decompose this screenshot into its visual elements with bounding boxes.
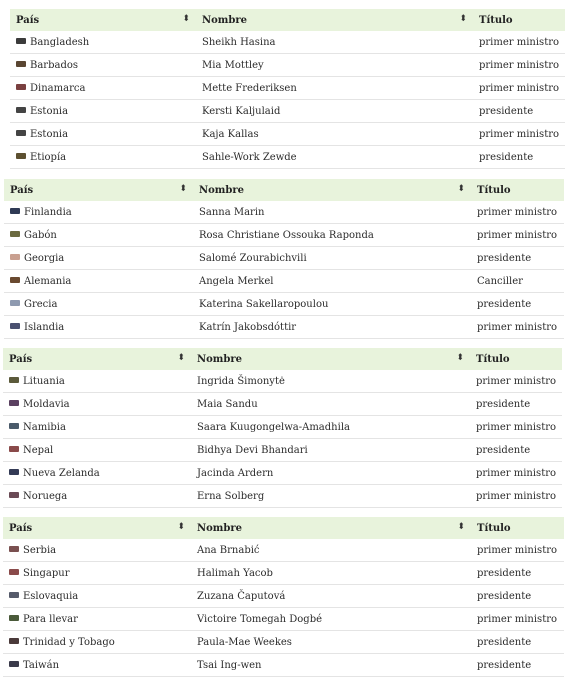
flag-icon xyxy=(16,107,26,113)
cell-text-name: Paula-Mae Weekes xyxy=(197,636,292,648)
cell-name xyxy=(196,54,473,77)
cell-country xyxy=(4,316,193,339)
table-row xyxy=(10,146,565,169)
cell-text-country: Georgia xyxy=(24,252,65,264)
cell-country xyxy=(4,293,193,316)
column-header-country[interactable] xyxy=(4,179,193,201)
cell-title xyxy=(470,416,562,439)
cell-text-title: presidente xyxy=(476,444,531,456)
column-header-label: Título xyxy=(479,14,513,26)
cell-text-title: Canciller xyxy=(477,275,523,287)
cell-country xyxy=(3,631,191,654)
cell-title xyxy=(471,201,564,224)
table-row xyxy=(3,608,564,631)
flag-icon xyxy=(10,300,20,306)
cell-text-title: presidente xyxy=(477,567,532,579)
cell-country xyxy=(4,270,193,293)
cell-name xyxy=(191,393,470,416)
cell-title xyxy=(473,54,565,77)
cell-text-title: primer ministro xyxy=(476,375,557,387)
sort-icon[interactable]: ⬍ xyxy=(457,522,465,532)
cell-text-country: Finlandia xyxy=(24,206,72,218)
cell-text-title: presidente xyxy=(479,105,534,117)
cell-name xyxy=(191,654,471,677)
column-header-label: Título xyxy=(477,522,511,534)
cell-country xyxy=(3,462,191,485)
leaders-table-4 xyxy=(3,517,564,677)
table-row xyxy=(3,370,562,393)
cell-title xyxy=(471,293,564,316)
cell-name xyxy=(196,77,473,100)
cell-country xyxy=(10,77,196,100)
sort-icon[interactable]: ⬍ xyxy=(457,184,465,194)
cell-text-title: presidente xyxy=(477,590,532,602)
cell-text-title: primer ministro xyxy=(479,128,560,140)
cell-title xyxy=(471,539,564,562)
cell-text-name: Katrín Jakobsdóttir xyxy=(199,321,297,333)
sort-icon[interactable]: ⬍ xyxy=(182,14,190,24)
column-header-title[interactable] xyxy=(471,517,564,539)
table-row xyxy=(3,485,562,508)
cell-text-title: primer ministro xyxy=(479,82,560,94)
column-header-name[interactable] xyxy=(191,517,471,539)
cell-title xyxy=(473,123,565,146)
cell-text-name: Katerina Sakellaropoulou xyxy=(199,298,329,310)
cell-text-country: Alemania xyxy=(24,275,72,287)
cell-text-name: Kersti Kaljulaid xyxy=(202,105,281,117)
cell-text-title: presidente xyxy=(477,298,532,310)
cell-text-country: Bangladesh xyxy=(30,36,90,48)
leaders-table-2 xyxy=(4,179,564,339)
cell-title xyxy=(471,585,564,608)
cell-title xyxy=(470,439,562,462)
cell-text-name: Erna Solberg xyxy=(197,490,265,502)
column-header-label: Nombre xyxy=(202,14,248,26)
table-row xyxy=(3,462,562,485)
cell-name xyxy=(193,270,471,293)
column-header-name[interactable] xyxy=(196,9,473,31)
cell-country xyxy=(3,416,191,439)
column-header-label: Nombre xyxy=(197,353,243,365)
cell-name xyxy=(193,316,471,339)
flag-icon xyxy=(9,469,19,475)
flag-icon xyxy=(16,61,26,67)
cell-text-country: Nueva Zelanda xyxy=(23,467,100,479)
cell-text-name: Ingrida Šimonytė xyxy=(197,375,285,387)
cell-text-title: primer ministro xyxy=(476,467,557,479)
cell-name xyxy=(196,31,473,54)
leaders-table-1 xyxy=(10,9,565,169)
column-header-label: Título xyxy=(477,184,511,196)
flag-icon xyxy=(16,130,26,136)
cell-text-name: Halimah Yacob xyxy=(197,567,273,579)
cell-text-name: Mette Frederiksen xyxy=(202,82,297,94)
cell-country xyxy=(4,247,193,270)
cell-text-name: Maia Sandu xyxy=(197,398,258,410)
sort-icon[interactable]: ⬍ xyxy=(456,353,464,363)
header-row xyxy=(10,9,565,31)
cell-text-name: Bidhya Devi Bhandari xyxy=(197,444,308,456)
flag-icon xyxy=(9,546,19,552)
cell-country xyxy=(3,585,191,608)
table-row xyxy=(4,224,564,247)
column-header-country[interactable] xyxy=(3,517,191,539)
cell-text-country: Estonia xyxy=(30,128,69,140)
cell-text-country: Gabón xyxy=(24,229,57,241)
column-header-title[interactable] xyxy=(473,9,565,31)
cell-name xyxy=(193,201,471,224)
cell-title xyxy=(471,247,564,270)
flag-icon xyxy=(10,277,20,283)
cell-text-title: primer ministro xyxy=(479,36,560,48)
cell-name xyxy=(191,485,470,508)
column-header-title[interactable] xyxy=(470,348,562,370)
cell-title xyxy=(473,100,565,123)
cell-country xyxy=(3,562,191,585)
cell-text-country: Grecia xyxy=(24,298,58,310)
table-row xyxy=(4,247,564,270)
cell-title xyxy=(471,608,564,631)
cell-text-title: presidente xyxy=(477,659,532,671)
cell-text-name: Kaja Kallas xyxy=(202,128,259,140)
cell-text-name: Jacinda Ardern xyxy=(197,467,274,479)
cell-text-name: Sheikh Hasina xyxy=(202,36,276,48)
cell-text-title: primer ministro xyxy=(476,490,557,502)
cell-text-name: Sanna Marin xyxy=(199,206,265,218)
table-row xyxy=(4,270,564,293)
column-header-country[interactable] xyxy=(10,9,196,31)
cell-name xyxy=(193,247,471,270)
cell-name xyxy=(191,416,470,439)
cell-country xyxy=(3,485,191,508)
table-row xyxy=(3,585,564,608)
cell-name xyxy=(191,585,471,608)
cell-text-name: Saara Kuugongelwa-Amadhila xyxy=(197,421,350,433)
cell-title xyxy=(471,631,564,654)
flag-icon xyxy=(10,208,20,214)
cell-title xyxy=(473,146,565,169)
cell-title xyxy=(471,270,564,293)
cell-text-name: Ana Brnabić xyxy=(197,544,260,556)
cell-country xyxy=(10,54,196,77)
flag-icon xyxy=(10,323,20,329)
leaders-table-3 xyxy=(3,348,562,508)
column-header-name[interactable] xyxy=(193,179,471,201)
table-row xyxy=(3,562,564,585)
cell-text-country: Lituania xyxy=(23,375,65,387)
cell-text-name: Rosa Christiane Ossouka Raponda xyxy=(199,229,374,241)
column-header-label: Nombre xyxy=(199,184,245,196)
cell-text-name: Sahle-Work Zewde xyxy=(202,151,297,163)
cell-country xyxy=(3,370,191,393)
cell-name xyxy=(191,439,470,462)
cell-title xyxy=(471,316,564,339)
cell-text-country: Islandia xyxy=(24,321,65,333)
cell-country xyxy=(10,31,196,54)
cell-country xyxy=(3,393,191,416)
sort-icon[interactable]: ⬍ xyxy=(459,14,467,24)
cell-country xyxy=(3,654,191,677)
column-header-label: País xyxy=(10,184,34,196)
cell-text-country: Namibia xyxy=(23,421,66,433)
cell-country xyxy=(10,100,196,123)
flag-icon xyxy=(9,377,19,383)
table-row xyxy=(10,77,565,100)
cell-title xyxy=(470,393,562,416)
table-row xyxy=(3,439,562,462)
cell-name xyxy=(191,608,471,631)
column-header-title[interactable] xyxy=(471,179,564,201)
cell-text-title: primer ministro xyxy=(479,59,560,71)
cell-text-country: Etiopía xyxy=(30,151,67,163)
cell-text-title: primer ministro xyxy=(477,544,558,556)
column-header-label: Título xyxy=(476,353,510,365)
table-row xyxy=(3,631,564,654)
flag-icon xyxy=(9,446,19,452)
column-header-label: Nombre xyxy=(197,522,243,534)
sort-icon[interactable]: ⬍ xyxy=(179,184,187,194)
cell-country xyxy=(3,439,191,462)
cell-text-country: Eslovaquia xyxy=(23,590,79,602)
cell-name xyxy=(196,123,473,146)
flag-icon xyxy=(9,638,19,644)
table-row xyxy=(3,539,564,562)
cell-text-title: presidente xyxy=(477,636,532,648)
flag-icon xyxy=(16,84,26,90)
cell-text-title: primer ministro xyxy=(476,421,557,433)
cell-title xyxy=(470,462,562,485)
cell-text-name: Salomé Zourabichvili xyxy=(199,252,307,264)
table-row xyxy=(3,416,562,439)
cell-country xyxy=(4,224,193,247)
table-row xyxy=(3,393,562,416)
flag-icon xyxy=(9,423,19,429)
cell-text-country: Trinidad y Tobago xyxy=(23,636,115,648)
cell-country xyxy=(10,146,196,169)
flag-icon xyxy=(9,661,19,667)
column-header-label: País xyxy=(9,522,33,534)
cell-name xyxy=(191,370,470,393)
cell-title xyxy=(470,485,562,508)
cell-text-country: Singapur xyxy=(23,567,70,579)
column-header-country[interactable] xyxy=(3,348,191,370)
cell-text-title: presidente xyxy=(476,398,531,410)
table-row xyxy=(10,54,565,77)
cell-text-country: Para llevar xyxy=(23,613,78,625)
cell-text-country: Moldavia xyxy=(23,398,70,410)
cell-text-country: Taiwán xyxy=(23,659,60,671)
cell-name xyxy=(196,146,473,169)
cell-text-country: Barbados xyxy=(30,59,79,71)
cell-text-title: primer ministro xyxy=(477,613,558,625)
cell-title xyxy=(471,562,564,585)
table-row xyxy=(3,654,564,677)
flag-icon xyxy=(9,615,19,621)
cell-country xyxy=(10,123,196,146)
table-row xyxy=(4,316,564,339)
header-row xyxy=(3,348,562,370)
cell-name xyxy=(196,100,473,123)
cell-text-country: Nepal xyxy=(23,444,54,456)
cell-text-name: Tsai Ing-wen xyxy=(197,659,262,671)
cell-text-title: primer ministro xyxy=(477,321,558,333)
cell-text-title: presidente xyxy=(479,151,534,163)
cell-text-title: primer ministro xyxy=(477,229,558,241)
flag-icon xyxy=(9,492,19,498)
cell-name xyxy=(191,462,470,485)
header-row xyxy=(3,517,564,539)
table-row xyxy=(10,31,565,54)
column-header-label: País xyxy=(9,353,33,365)
sort-icon[interactable]: ⬍ xyxy=(177,522,185,532)
cell-text-country: Dinamarca xyxy=(30,82,86,94)
header-row xyxy=(4,179,564,201)
cell-name xyxy=(191,539,471,562)
flag-icon xyxy=(9,569,19,575)
cell-text-name: Zuzana Čaputová xyxy=(197,590,286,602)
flag-icon xyxy=(10,231,20,237)
cell-title xyxy=(471,224,564,247)
cell-title xyxy=(473,31,565,54)
cell-text-country: Serbia xyxy=(23,544,57,556)
cell-text-name: Mia Mottley xyxy=(202,59,264,71)
cell-country xyxy=(3,608,191,631)
cell-name xyxy=(193,224,471,247)
cell-name xyxy=(191,562,471,585)
cell-title xyxy=(473,77,565,100)
cell-title xyxy=(470,370,562,393)
table-row xyxy=(4,201,564,224)
cell-text-country: Estonia xyxy=(30,105,69,117)
cell-name xyxy=(193,293,471,316)
cell-title xyxy=(471,654,564,677)
cell-country xyxy=(3,539,191,562)
table-row xyxy=(4,293,564,316)
table-row xyxy=(10,123,565,146)
flag-icon xyxy=(9,592,19,598)
cell-text-title: presidente xyxy=(477,252,532,264)
sort-icon[interactable]: ⬍ xyxy=(177,353,185,363)
cell-text-name: Victoire Tomegah Dogbé xyxy=(197,613,323,625)
cell-text-title: primer ministro xyxy=(477,206,558,218)
cell-text-country: Noruega xyxy=(23,490,68,502)
flag-icon xyxy=(10,254,20,260)
column-header-label: País xyxy=(16,14,40,26)
column-header-name[interactable] xyxy=(191,348,470,370)
flag-icon xyxy=(16,153,26,159)
cell-country xyxy=(4,201,193,224)
flag-icon xyxy=(16,38,26,44)
flag-icon xyxy=(9,400,19,406)
cell-name xyxy=(191,631,471,654)
cell-text-name: Angela Merkel xyxy=(199,275,274,287)
table-row xyxy=(10,100,565,123)
